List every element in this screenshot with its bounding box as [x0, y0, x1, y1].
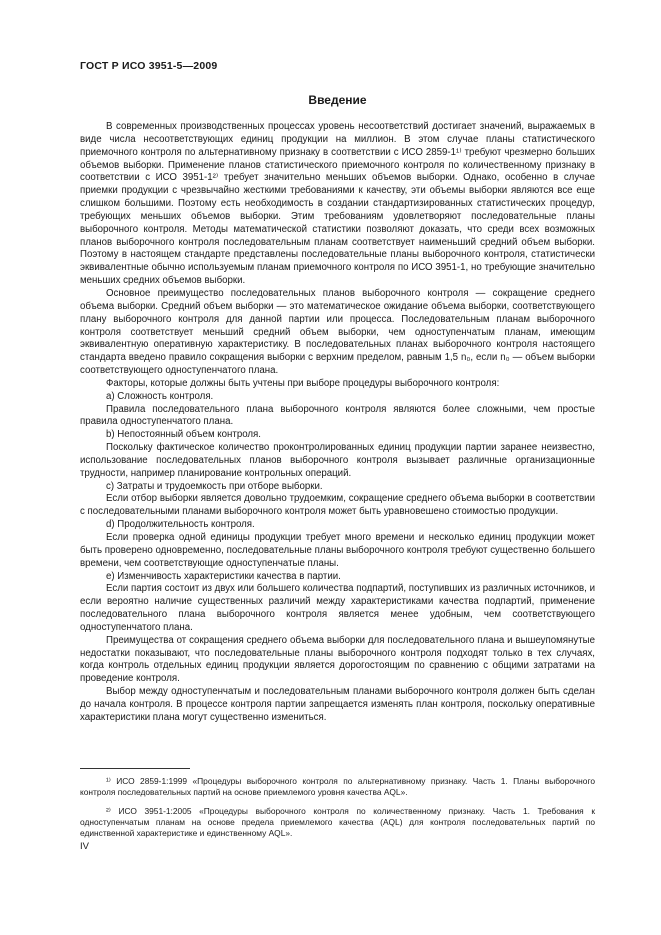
footnote-text: ¹⁾ ИСО 2859-1:1999 «Процедуры выборочного контроля по альтернативному признаку. Часть 1. Планы выборочного контроля последовательных партий на основе приемлемого уровня качества AQL». [80, 776, 595, 797]
document-header: ГОСТ Р ИСО 3951-5—2009 [80, 60, 218, 72]
page-number: IV [80, 841, 89, 852]
list-item-heading: e) Изменчивость характеристики качества в партии. [106, 570, 341, 582]
section-title: Введение [308, 93, 367, 107]
footnote-2 [80, 806, 595, 839]
paragraph: Если проверка одной единицы продукции требует много времени и несколько единиц продукции может быть проверено одновременно, последовательные планы выборочного контроля требуют существенно большего времени, чем соответствующие одноступенчатые планы. [80, 532, 595, 569]
paragraph: В современных производственных процессах уровень несоответствий достигает значений, выражаемых в виде числа несоответствующих единиц продукции на миллион. В этом случае планы статистического приемочного контроля по альтернативному признаку в соответствии с ИСО 2859-1¹⁾ требуют чрезмерно больших объемов выборки. Применение планов статистического приемочного контроля по количественному признаку в соответствии с ИСО 3951-1²⁾ требует значительно меньших объемов выборки. Однако, особенно в случае приемки продукции с чрезвычайно жесткими требованиями к качеству, эти объемы выборки являются все еще слишком большими. Поэтому есть необходимость в создании стандартизированных статистических процедур, требующих меньших объемов выборки. Этим требованиям удовлетворяют последовательные планы выборочного контроля. Методы математической статистики позволяют доказать, что среди всех возможных планов выборочного контроля последовательным планам соответствует наименьший средний объем выборки. Поэтому в настоящем стандарте представлены последовательные планы выборочного контроля, статистически эквивалентные обычно используемым планам приемочного контроля по ИСО 3951-1, но требующие значительно меньших средних объемов выборки. [80, 121, 595, 287]
paragraph: Если партия состоит из двух или большего количества подпартий, поступивших из различных источников, и если вероятно наличие существенных различий между характеристиками качества подпартий, применение последовательного плана выборочного контроля является менее удобным, чем соответствующего одноступенчатого плана. [80, 583, 595, 633]
paragraph: Преимущества от сокращения среднего объема выборки для последовательного плана и вышеупомянутые недостатки показывают, что последовательные планы выборочного контроля подходят только в тех случаях, когда контроль отдельных единиц продукции является дорогостоящим по сравнению с общими затратами на проведение контроля. [80, 634, 595, 685]
footnote-1 [80, 776, 595, 798]
list-item-heading: c) Затраты и трудоемкость при отборе выборки. [106, 480, 323, 492]
paragraph: Факторы, которые должны быть учтены при выборе процедуры выборочного контроля: [106, 377, 500, 389]
paragraph: Поскольку фактическое количество проконтролированных единиц продукции партии заранее неизвестно, использование последовательных планов выборочного контроля вызывает различные организационные трудности, например планирование контрольных операций. [80, 442, 595, 479]
body-text [80, 121, 595, 725]
list-item-heading: d) Продолжительность контроля. [106, 519, 255, 531]
footnote-divider [80, 768, 190, 769]
paragraph: Правила последовательного плана выборочного контроля являются более сложными, чем простые правила одноступенчатого плана. [80, 403, 595, 428]
footnote-text: ²⁾ ИСО 3951-1:2005 «Процедуры выборочного контроля по количественному признаку. Часть 1. Требования к одноступенчатым планам на основе предела приемлемого качества (AQL) для контроля последовательных партий по единственной характеристике и единственному AQL». [80, 806, 595, 838]
list-item-heading: b) Непостоянный объем контроля. [106, 429, 261, 441]
paragraph: Выбор между одноступенчатым и последовательным планами выборочного контроля должен быть сделан до начала контроля. В процессе контроля партии запрещается изменять план контроля, поскольку оперативные характеристики плана могут существенно измениться. [80, 686, 595, 723]
paragraph: Если отбор выборки является довольно трудоемким, сокращение среднего объема выборки в соответствии с последовательными планами выборочного контроля может быть уравновешено стоимостью продукции. [80, 493, 595, 518]
list-item-heading: a) Сложность контроля. [106, 390, 214, 402]
paragraph: Основное преимущество последовательных планов выборочного контроля — сокращение среднего объема выборки. Средний объем выборки — это математическое ожидание объема выборки, соответствующего плану выборочного контроля для данной партии или процесса. Последовательным планам выборочного контроля соответствует меньший средний объем выборки, чем одноступенчатым планам, имеющим эквивалентную оперативную характеристику. В последовательных планах выборочного контроля настоящего стандарта введено правило сокращения выборки с верхним пределом, равным 1,5 n₀, если n₀ — объем выборки соответствующего одноступенчатого плана. [80, 287, 595, 377]
